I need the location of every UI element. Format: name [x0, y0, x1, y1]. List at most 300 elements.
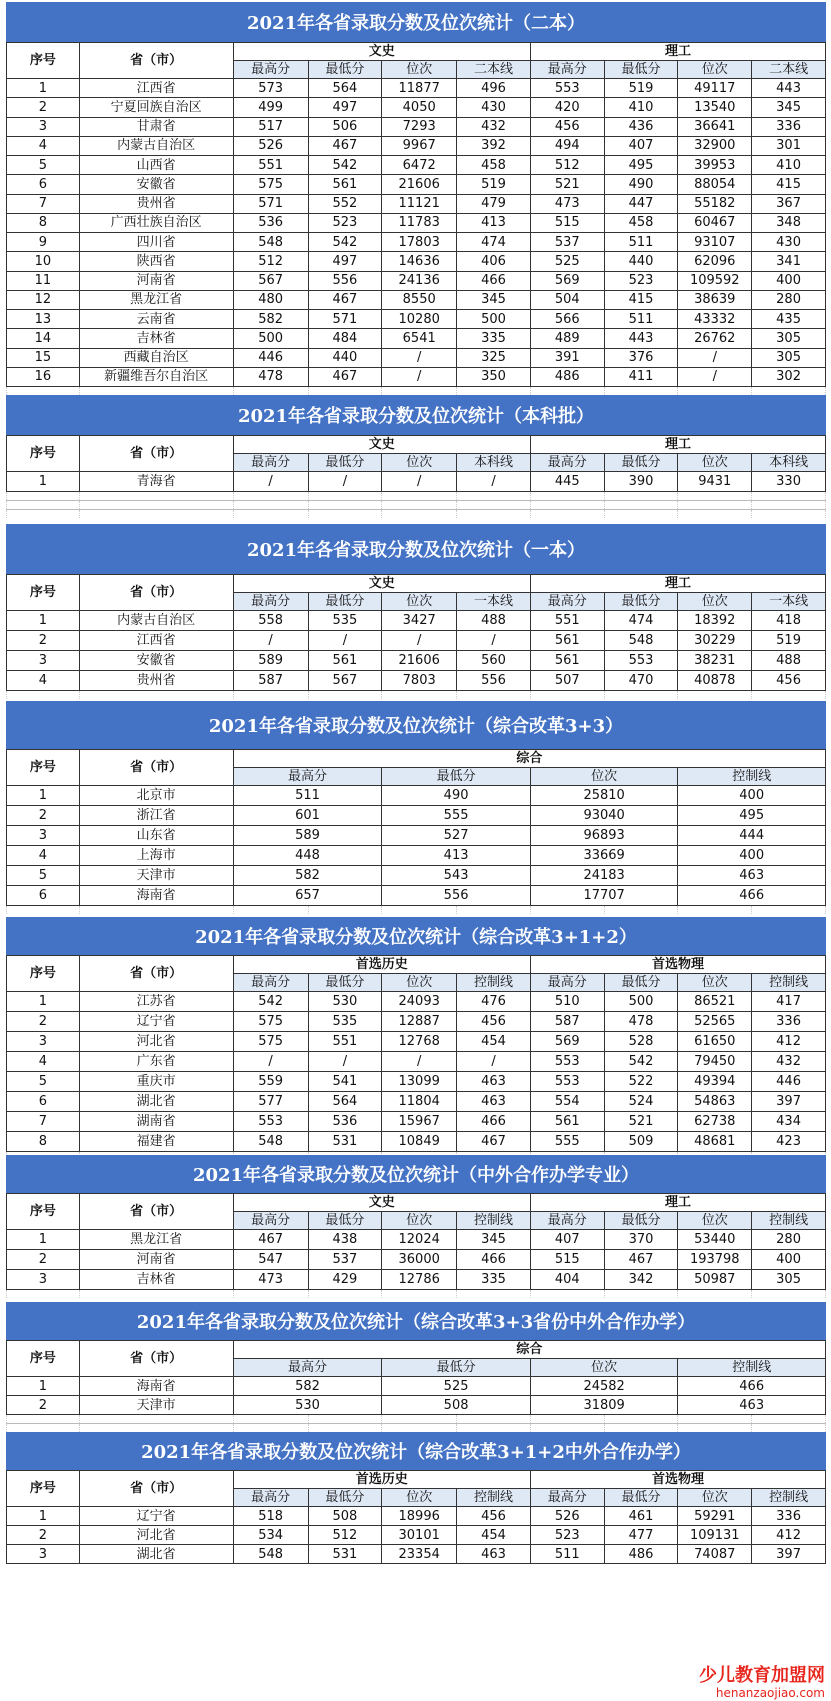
blank-cell — [7, 906, 80, 915]
score-cell: 7293 — [382, 117, 457, 136]
column-subheader: 位次 — [382, 1489, 457, 1507]
province-cell: 辽宁省 — [79, 1012, 233, 1032]
column-group-header: 文史 — [233, 575, 530, 593]
score-cell: 423 — [752, 1132, 826, 1152]
blank-cell — [382, 1415, 457, 1424]
row-index-cell: 2 — [7, 806, 80, 826]
score-cell: 463 — [457, 1545, 531, 1564]
table-row — [7, 136, 826, 155]
column-group-header: 首选历史 — [233, 1471, 530, 1489]
score-cell: / — [308, 472, 382, 492]
province-cell: 湖北省 — [79, 1092, 233, 1112]
score-cell: 418 — [752, 611, 826, 631]
table-row — [7, 233, 826, 252]
score-cell: 30101 — [382, 1526, 457, 1545]
blank-cell — [308, 501, 382, 510]
row-index-cell: 1 — [7, 1230, 80, 1250]
table-row — [7, 1250, 826, 1270]
score-cell: 348 — [752, 213, 826, 232]
column-subheader: 位次 — [382, 974, 457, 992]
score-cell: 305 — [752, 348, 826, 367]
section-title: 2021年各省录取分数及位次统计（综合改革3+3省份中外合作办学） — [6, 1302, 826, 1340]
score-cell: 391 — [530, 348, 604, 367]
province-cell: 新疆维吾尔自治区 — [79, 367, 233, 386]
blank-cell — [530, 1290, 604, 1299]
score-cell: 49117 — [678, 79, 752, 98]
blank-cell — [308, 1415, 382, 1424]
score-cell: 559 — [233, 1072, 308, 1092]
score-cell: 490 — [604, 175, 678, 194]
blank-cell — [752, 906, 826, 915]
row-index-cell: 6 — [7, 886, 80, 906]
column-subheader: 二本线 — [457, 61, 531, 79]
column-group-header: 首选物理 — [530, 1471, 825, 1489]
row-index-cell: 1 — [7, 611, 80, 631]
score-cell: 445 — [530, 472, 604, 492]
score-cell: / — [382, 1052, 457, 1072]
table-header-row — [7, 956, 826, 974]
score-cell: 543 — [382, 866, 531, 886]
score-cell: 526 — [530, 1507, 604, 1526]
score-cell: 494 — [530, 136, 604, 155]
score-cell: 508 — [382, 1396, 531, 1415]
province-cell: 吉林省 — [79, 329, 233, 348]
column-header-index: 序号 — [7, 1341, 80, 1377]
score-cell: 30229 — [678, 631, 752, 651]
score-cell: 553 — [604, 651, 678, 671]
blank-row — [7, 1290, 826, 1299]
score-cell: 325 — [457, 348, 531, 367]
blank-cell — [604, 510, 678, 519]
score-cell: 436 — [604, 117, 678, 136]
blank-cell — [233, 510, 308, 519]
blank-cell — [604, 1290, 678, 1299]
score-table — [6, 749, 826, 914]
row-index-cell: 4 — [7, 671, 80, 691]
score-cell: 467 — [308, 367, 382, 386]
row-index-cell: 3 — [7, 826, 80, 846]
column-subheader: 最低分 — [308, 454, 382, 472]
province-cell: 河北省 — [79, 1032, 233, 1052]
score-cell: 575 — [233, 1012, 308, 1032]
score-cell: 109131 — [678, 1526, 752, 1545]
blank-cell — [233, 492, 308, 501]
province-cell: 河南省 — [79, 271, 233, 290]
blank-cell — [604, 691, 678, 700]
table-row — [7, 1396, 826, 1415]
table-row — [7, 1072, 826, 1092]
score-cell: 411 — [604, 367, 678, 386]
column-subheader: 最低分 — [308, 1489, 382, 1507]
score-cell: 432 — [752, 1052, 826, 1072]
score-cell: 4050 — [382, 98, 457, 117]
province-cell: 黑龙江省 — [79, 290, 233, 309]
score-cell: 400 — [752, 271, 826, 290]
score-cell: 500 — [457, 310, 531, 329]
column-subheader: 位次 — [382, 61, 457, 79]
score-cell: 54863 — [678, 1092, 752, 1112]
column-subheader: 位次 — [678, 593, 752, 611]
blank-cell — [530, 906, 604, 915]
score-cell: 467 — [308, 290, 382, 309]
score-cell: / — [382, 348, 457, 367]
blank-cell — [382, 1290, 457, 1299]
score-cell: 342 — [604, 1270, 678, 1290]
column-subheader: 最低分 — [308, 974, 382, 992]
column-subheader: 位次 — [382, 1212, 457, 1230]
province-cell: 山西省 — [79, 156, 233, 175]
score-cell: 43332 — [678, 310, 752, 329]
score-cell: 537 — [530, 233, 604, 252]
score-cell: 508 — [308, 1507, 382, 1526]
score-cell: 6541 — [382, 329, 457, 348]
column-header-index: 序号 — [7, 436, 80, 472]
score-cell: 657 — [233, 886, 382, 906]
row-index-cell: 1 — [7, 79, 80, 98]
column-header-index: 序号 — [7, 575, 80, 611]
blank-cell — [79, 691, 233, 700]
score-cell: 24136 — [382, 271, 457, 290]
row-index-cell: 13 — [7, 310, 80, 329]
section-title: 2021年各省录取分数及位次统计（综合改革3+3） — [6, 701, 826, 749]
score-cell: 413 — [457, 213, 531, 232]
blank-cell — [7, 1424, 80, 1433]
score-cell: 547 — [233, 1250, 308, 1270]
score-cell: 447 — [604, 194, 678, 213]
blank-cell — [752, 691, 826, 700]
row-index-cell: 4 — [7, 1052, 80, 1072]
column-subheader: 位次 — [678, 454, 752, 472]
row-index-cell: 1 — [7, 1377, 80, 1396]
score-cell: 21606 — [382, 651, 457, 671]
score-cell: 350 — [457, 367, 531, 386]
score-cell: / — [457, 631, 531, 651]
score-cell: 556 — [308, 271, 382, 290]
column-subheader: 位次 — [382, 454, 457, 472]
score-cell: 463 — [457, 1072, 531, 1092]
blank-cell — [678, 691, 752, 700]
score-cell: 9967 — [382, 136, 457, 155]
score-cell: / — [382, 367, 457, 386]
score-cell: 515 — [530, 213, 604, 232]
table-header-row — [7, 43, 826, 61]
column-subheader: 位次 — [678, 1212, 752, 1230]
score-cell: 478 — [604, 1012, 678, 1032]
province-cell: 湖南省 — [79, 1112, 233, 1132]
table-row — [7, 252, 826, 271]
score-cell: 38231 — [678, 651, 752, 671]
score-cell: 18996 — [382, 1507, 457, 1526]
column-subheader: 最高分 — [233, 974, 308, 992]
blank-cell — [530, 1415, 604, 1424]
score-cell: 415 — [752, 175, 826, 194]
score-cell: 12786 — [382, 1270, 457, 1290]
table-row — [7, 992, 826, 1012]
table-row — [7, 1507, 826, 1526]
column-header-province: 省（市） — [79, 436, 233, 472]
table-row — [7, 866, 826, 886]
score-cell: 560 — [457, 651, 531, 671]
row-index-cell: 7 — [7, 194, 80, 213]
score-cell: 587 — [530, 1012, 604, 1032]
column-subheader: 最低分 — [382, 1359, 531, 1377]
column-header-province: 省（市） — [79, 1341, 233, 1377]
score-cell: 558 — [233, 611, 308, 631]
score-cell: 435 — [752, 310, 826, 329]
row-index-cell: 2 — [7, 631, 80, 651]
score-cell: 109592 — [678, 271, 752, 290]
row-index-cell: 2 — [7, 1250, 80, 1270]
score-cell: 556 — [457, 671, 531, 691]
score-cell: 456 — [457, 1012, 531, 1032]
score-cell: 412 — [752, 1526, 826, 1545]
blank-cell — [7, 1415, 80, 1424]
score-cell: 88054 — [678, 175, 752, 194]
column-subheader: 二本线 — [752, 61, 826, 79]
province-cell: 福建省 — [79, 1132, 233, 1152]
blank-cell — [308, 492, 382, 501]
table-row — [7, 886, 826, 906]
column-header-province: 省（市） — [79, 575, 233, 611]
score-cell: 473 — [233, 1270, 308, 1290]
score-cell: 519 — [752, 631, 826, 651]
score-cell: 17803 — [382, 233, 457, 252]
score-cell: 571 — [233, 194, 308, 213]
score-cell: 458 — [604, 213, 678, 232]
column-header-province: 省（市） — [79, 1471, 233, 1507]
blank-cell — [7, 501, 80, 510]
blank-row — [7, 691, 826, 700]
blank-cell — [678, 510, 752, 519]
table-row — [7, 786, 826, 806]
score-cell: 410 — [752, 156, 826, 175]
score-cell: 420 — [530, 98, 604, 117]
row-index-cell: 9 — [7, 233, 80, 252]
score-table — [6, 574, 826, 699]
row-index-cell: 15 — [7, 348, 80, 367]
score-cell: 553 — [530, 1072, 604, 1092]
score-cell: 531 — [308, 1132, 382, 1152]
blank-cell — [79, 906, 233, 915]
score-cell: 9431 — [678, 472, 752, 492]
column-subheader: 位次 — [678, 1489, 752, 1507]
score-cell: 10849 — [382, 1132, 457, 1152]
score-cell: 443 — [604, 329, 678, 348]
score-cell: 11877 — [382, 79, 457, 98]
column-subheader: 最高分 — [233, 1212, 308, 1230]
section-title: 2021年各省录取分数及位次统计（本科批） — [6, 395, 826, 435]
score-cell: 582 — [233, 310, 308, 329]
row-index-cell: 4 — [7, 136, 80, 155]
row-index-cell: 14 — [7, 329, 80, 348]
column-group-header: 理工 — [530, 436, 825, 454]
blank-row — [7, 906, 826, 915]
table-row — [7, 1032, 826, 1052]
score-cell: 406 — [457, 252, 531, 271]
score-cell: 446 — [752, 1072, 826, 1092]
score-cell: 49394 — [678, 1072, 752, 1092]
score-section — [6, 524, 826, 699]
blank-cell — [678, 906, 752, 915]
score-cell: 575 — [233, 175, 308, 194]
score-cell: 14636 — [382, 252, 457, 271]
blank-cell — [7, 691, 80, 700]
row-index-cell: 1 — [7, 1507, 80, 1526]
score-cell: 466 — [457, 1112, 531, 1132]
blank-cell — [604, 1415, 678, 1424]
score-cell: 335 — [457, 329, 531, 348]
province-cell: 安徽省 — [79, 175, 233, 194]
row-index-cell: 1 — [7, 786, 80, 806]
column-group-header: 文史 — [233, 43, 530, 61]
score-cell: 463 — [678, 1396, 826, 1415]
province-cell: 安徽省 — [79, 651, 233, 671]
blank-cell — [308, 906, 382, 915]
score-cell: 93107 — [678, 233, 752, 252]
score-cell: 589 — [233, 826, 382, 846]
row-index-cell: 8 — [7, 213, 80, 232]
score-cell: 554 — [530, 1092, 604, 1112]
score-cell: 13099 — [382, 1072, 457, 1092]
score-cell: 530 — [233, 1396, 382, 1415]
score-cell: 26762 — [678, 329, 752, 348]
score-cell: 561 — [530, 631, 604, 651]
blank-cell — [530, 501, 604, 510]
score-cell: 415 — [604, 290, 678, 309]
blank-cell — [678, 501, 752, 510]
score-cell: 480 — [233, 290, 308, 309]
province-cell: 吉林省 — [79, 1270, 233, 1290]
blank-cell — [604, 492, 678, 501]
row-index-cell: 2 — [7, 1526, 80, 1545]
score-cell: 470 — [604, 671, 678, 691]
column-subheader: 最低分 — [308, 61, 382, 79]
score-cell: 500 — [233, 329, 308, 348]
blank-cell — [604, 1424, 678, 1433]
score-cell: 489 — [530, 329, 604, 348]
score-cell: 24093 — [382, 992, 457, 1012]
score-cell: 305 — [752, 329, 826, 348]
score-cell: 336 — [752, 1507, 826, 1526]
blank-cell — [382, 501, 457, 510]
column-subheader: 最高分 — [233, 61, 308, 79]
blank-cell — [457, 1290, 531, 1299]
province-cell: 内蒙古自治区 — [79, 136, 233, 155]
score-cell: 527 — [382, 826, 531, 846]
score-cell: / — [382, 472, 457, 492]
province-cell: 黑龙江省 — [79, 1230, 233, 1250]
score-cell: 511 — [530, 1545, 604, 1564]
score-section — [6, 395, 826, 518]
column-subheader: 控制线 — [678, 1359, 826, 1377]
blank-cell — [308, 1290, 382, 1299]
province-cell: 天津市 — [79, 866, 233, 886]
score-cell: 551 — [233, 156, 308, 175]
province-cell: 浙江省 — [79, 806, 233, 826]
score-cell: 467 — [604, 1250, 678, 1270]
blank-cell — [79, 1415, 233, 1424]
table-row — [7, 329, 826, 348]
score-cell: 413 — [382, 846, 531, 866]
score-cell: 473 — [530, 194, 604, 213]
score-cell: 518 — [233, 1507, 308, 1526]
score-cell: 542 — [308, 156, 382, 175]
score-cell: 488 — [752, 651, 826, 671]
column-subheader: 最低分 — [604, 974, 678, 992]
row-index-cell: 5 — [7, 156, 80, 175]
score-cell: 60467 — [678, 213, 752, 232]
score-cell: 11804 — [382, 1092, 457, 1112]
score-cell: 601 — [233, 806, 382, 826]
blank-cell — [382, 492, 457, 501]
table-header-row — [7, 575, 826, 593]
score-cell: 499 — [233, 98, 308, 117]
score-cell: 512 — [233, 252, 308, 271]
score-cell: 571 — [308, 310, 382, 329]
score-cell: 336 — [752, 1012, 826, 1032]
column-subheader: 位次 — [530, 768, 678, 786]
column-subheader: 最高分 — [530, 593, 604, 611]
score-cell: 8550 — [382, 290, 457, 309]
section-title: 2021年各省录取分数及位次统计（一本） — [6, 524, 826, 574]
score-cell: 417 — [752, 992, 826, 1012]
province-cell: 江西省 — [79, 79, 233, 98]
score-cell: 23354 — [382, 1545, 457, 1564]
score-cell: 542 — [233, 992, 308, 1012]
score-cell: 535 — [308, 1012, 382, 1032]
province-cell: 天津市 — [79, 1396, 233, 1415]
score-cell: 553 — [233, 1112, 308, 1132]
column-subheader: 最高分 — [233, 768, 382, 786]
table-row — [7, 1230, 826, 1250]
score-cell: 59291 — [678, 1507, 752, 1526]
score-cell: 11121 — [382, 194, 457, 213]
score-section — [6, 2, 826, 404]
blank-cell — [457, 510, 531, 519]
score-cell: 341 — [752, 252, 826, 271]
row-index-cell: 3 — [7, 1270, 80, 1290]
column-subheader: 最低分 — [604, 1489, 678, 1507]
score-cell: 553 — [530, 79, 604, 98]
score-cell: 6472 — [382, 156, 457, 175]
score-cell: 456 — [752, 671, 826, 691]
score-cell: 62096 — [678, 252, 752, 271]
column-subheader: 最高分 — [530, 61, 604, 79]
score-cell: 400 — [752, 1250, 826, 1270]
score-cell: 569 — [530, 1032, 604, 1052]
score-cell: 561 — [308, 175, 382, 194]
blank-cell — [752, 1290, 826, 1299]
score-cell: 61650 — [678, 1032, 752, 1052]
score-cell: 18392 — [678, 611, 752, 631]
score-cell: 541 — [308, 1072, 382, 1092]
row-index-cell: 3 — [7, 651, 80, 671]
score-cell: 509 — [604, 1132, 678, 1152]
province-cell: 西藏自治区 — [79, 348, 233, 367]
province-cell: 河北省 — [79, 1526, 233, 1545]
score-cell: 434 — [752, 1112, 826, 1132]
table-row — [7, 1132, 826, 1152]
table-row — [7, 213, 826, 232]
score-cell: 476 — [457, 992, 531, 1012]
score-cell: 96893 — [530, 826, 678, 846]
score-cell: 400 — [678, 786, 826, 806]
score-cell: 53440 — [678, 1230, 752, 1250]
score-cell: 454 — [457, 1032, 531, 1052]
column-subheader: 最高分 — [530, 974, 604, 992]
province-cell: 湖北省 — [79, 1545, 233, 1564]
blank-cell — [233, 501, 308, 510]
